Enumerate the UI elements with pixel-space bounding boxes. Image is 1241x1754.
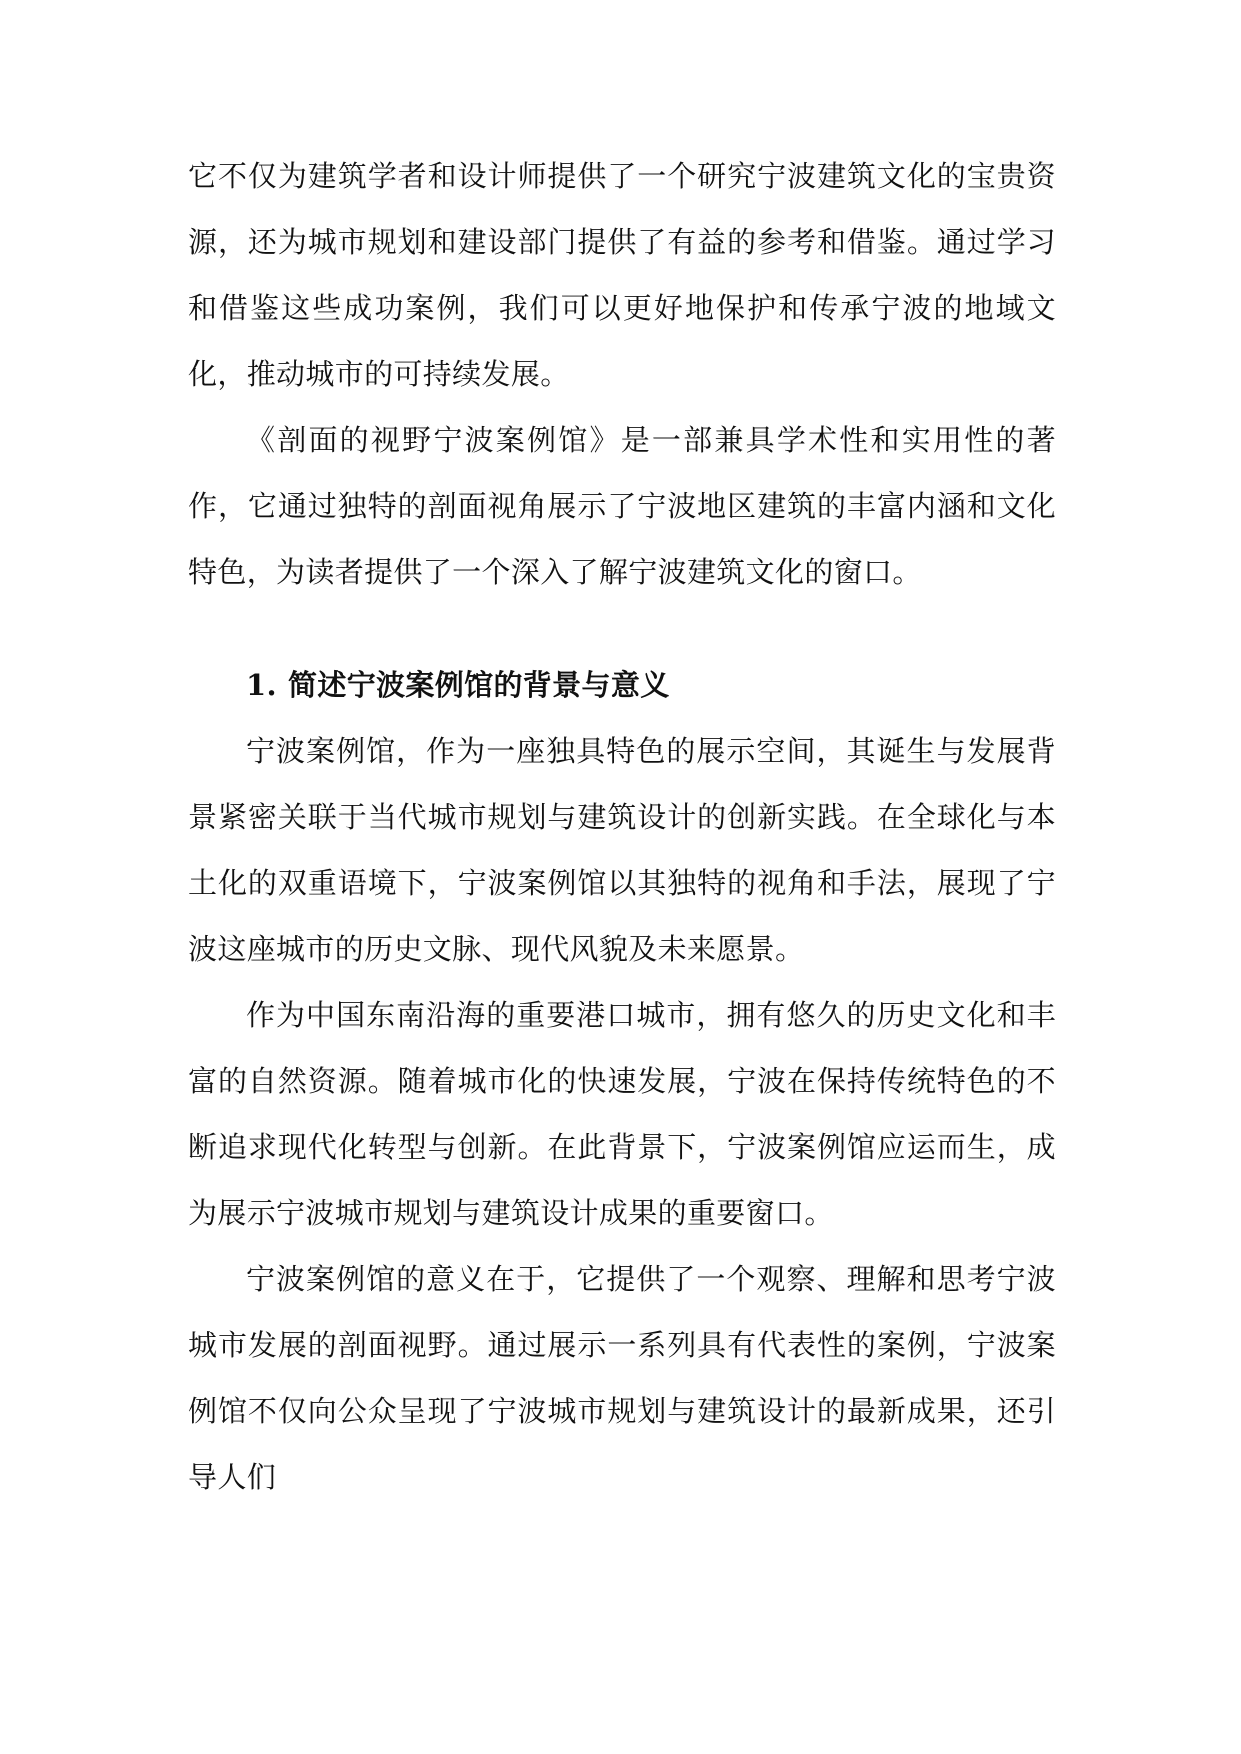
paragraph-city-context: 作为中国东南沿海的重要港口城市，拥有悠久的历史文化和丰富的自然资源。随着城市化的快速发展，宁波在保持传统特色的不断追求现代化转型与创新。在此背景下，宁波案例馆应运而生，成为展示宁波城市规划与建筑设计成果的重要窗口。 [188, 998, 1056, 1230]
section-number: 1. [246, 668, 277, 702]
section-heading [188, 652, 1056, 718]
section-title: 简述宁波案例馆的背景与意义 [288, 668, 670, 702]
paragraph-background: 宁波案例馆，作为一座独具特色的展示空间，其诞生与发展背景紧密关联于当代城市规划与建筑设计的创新实践。在全球化与本土化的双重语境下，宁波案例馆以其独特的视角和手法，展现了宁波这座城市的历史文脉、现代风貌及未来愿景。 [188, 734, 1056, 966]
paragraph-book-summary: 《剖面的视野宁波案例馆》是一部兼具学术性和实用性的著作，它通过独特的剖面视角展示了宁波地区建筑的丰富内涵和文化特色，为读者提供了一个深入了解宁波建筑文化的窗口。 [188, 423, 1056, 589]
paragraph-significance: 宁波案例馆的意义在于，它提供了一个观察、理解和思考宁波城市发展的剖面视野。通过展示一系列具有代表性的案例，宁波案例馆不仅向公众呈现了宁波城市规划与建筑设计的最新成果，还引导人们 [188, 1262, 1056, 1494]
paragraph-continued: 它不仅为建筑学者和设计师提供了一个研究宁波建筑文化的宝贵资源，还为城市规划和建设部门提供了有益的参考和借鉴。通过学习和借鉴这些成功案例，我们可以更好地保护和传承宁波的地域文化，推动城市的可持续发展。 [188, 159, 1056, 391]
document-body [188, 143, 1056, 1510]
